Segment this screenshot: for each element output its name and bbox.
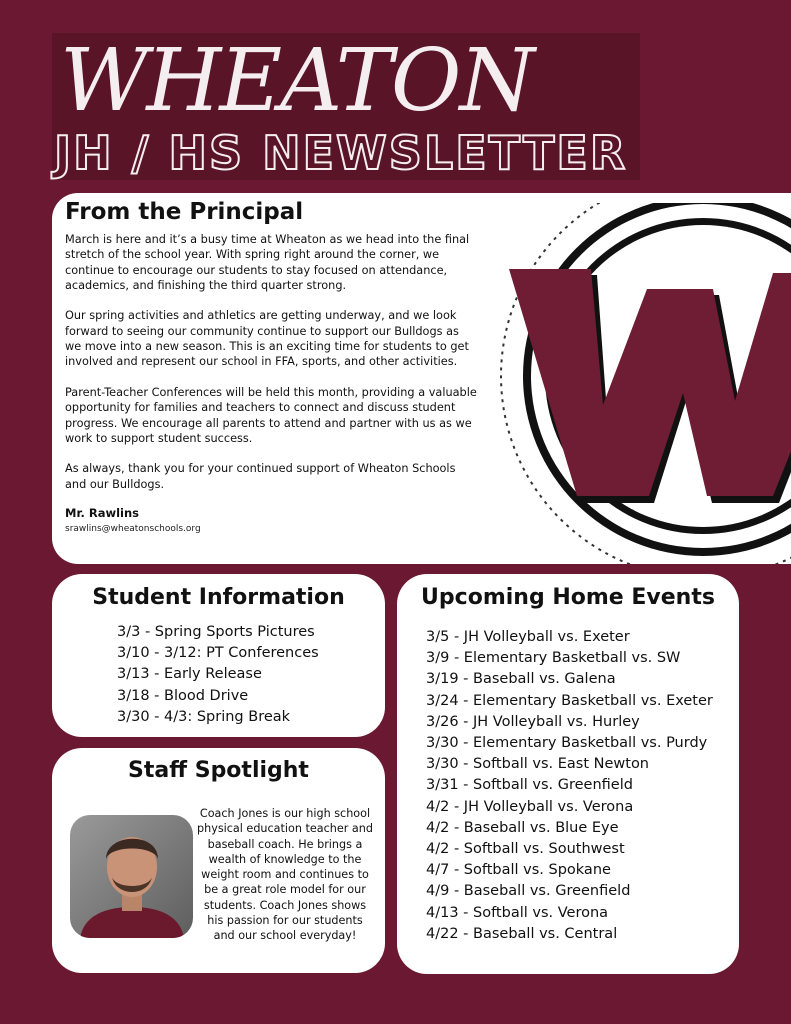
event-item: 4/2 - JH Volleyball vs. Verona	[426, 798, 634, 815]
list-item: 3/10 - 3/12: PT Conferences	[117, 645, 319, 662]
newsletter-subtitle: JH / HS NEWSLETTER	[54, 126, 628, 180]
staff-spotlight-card	[52, 748, 385, 973]
event-item: 3/19 - Baseball vs. Galena	[426, 671, 616, 688]
letter-paragraph: Our spring activities and athletics are getting underway, and we look forward to seeing our community continue to support our Bulldogs as we move into a new season. This is an exciting time for students to get involved and represent our school in FFA, sports, and other activities.	[65, 309, 469, 369]
coach-photo	[70, 815, 193, 938]
list-item: 3/18 - Blood Drive	[117, 687, 249, 704]
principal-section	[52, 193, 791, 564]
school-w-logo	[457, 203, 791, 564]
principal-letter	[65, 232, 477, 507]
event-item: 3/5 - JH Volleyball vs. Exeter	[426, 629, 630, 645]
student-information-card	[52, 574, 385, 737]
letter-paragraph: As always, thank you for your continued support of Wheaton Schools and our Bulldogs.	[65, 462, 456, 491]
list-item: 3/3 - Spring Sports Pictures	[117, 624, 315, 640]
event-item: 3/26 - JH Volleyball vs. Hurley	[426, 713, 640, 730]
event-item: 4/2 - Softball vs. Southwest	[426, 841, 625, 858]
event-item: 4/13 - Softball vs. Verona	[426, 904, 609, 921]
principal-signature: Mr. Rawlins	[65, 506, 140, 520]
event-item: 4/2 - Baseball vs. Blue Eye	[426, 819, 619, 836]
list-item: 3/13 - Early Release	[117, 666, 262, 683]
staff-spotlight-title: Staff Spotlight	[128, 758, 309, 783]
event-item: 3/9 - Elementary Basketball vs. SW	[426, 650, 681, 667]
principal-email: srawlins@wheatonschools.org	[65, 524, 201, 534]
list-item: 3/30 - 4/3: Spring Break	[117, 708, 291, 725]
student-information-list	[117, 622, 385, 728]
event-item: 4/22 - Baseball vs. Central	[426, 925, 618, 942]
coach-bio: Coach Jones is our high school physical education teacher and baseball coach. He brings a wealth of knowledge to the weight room and continues to be a great role model for our students. Coach Jones shows his passion for our students and our school everyday!	[197, 807, 373, 943]
event-item: 3/30 - Softball vs. East Newton	[426, 756, 650, 773]
letter-paragraph: March is here and it’s a busy time at Wheaton as we head into the final stretch of the school year. With spring right around the corner, we continue to encourage our students to stay focused on attendance, academics, and finishing the third quarter strong.	[65, 233, 470, 292]
event-item: 3/24 - Elementary Basketball vs. Exeter	[426, 692, 713, 709]
events-list	[426, 627, 739, 945]
letter-paragraph: Parent-Teacher Conferences will be held this month, providing a valuable opportunity for families and teachers to connect and discuss student progress. We encourage all parents to attend and partner with us as we work to support student success.	[65, 385, 477, 445]
upcoming-events-title: Upcoming Home Events	[421, 585, 715, 610]
principal-title: From the Principal	[65, 199, 304, 225]
event-item: 4/7 - Softball vs. Spokane	[426, 862, 611, 879]
newsletter-banner	[52, 33, 640, 180]
event-item: 3/30 - Elementary Basketball vs. Purdy	[426, 735, 708, 752]
school-wordmark: WHEATON	[60, 31, 533, 131]
event-item: 4/9 - Baseball vs. Greenfield	[426, 883, 631, 900]
student-information-title: Student Information	[92, 585, 345, 610]
upcoming-events-card	[397, 574, 739, 974]
event-item: 3/31 - Softball vs. Greenfield	[426, 777, 633, 794]
